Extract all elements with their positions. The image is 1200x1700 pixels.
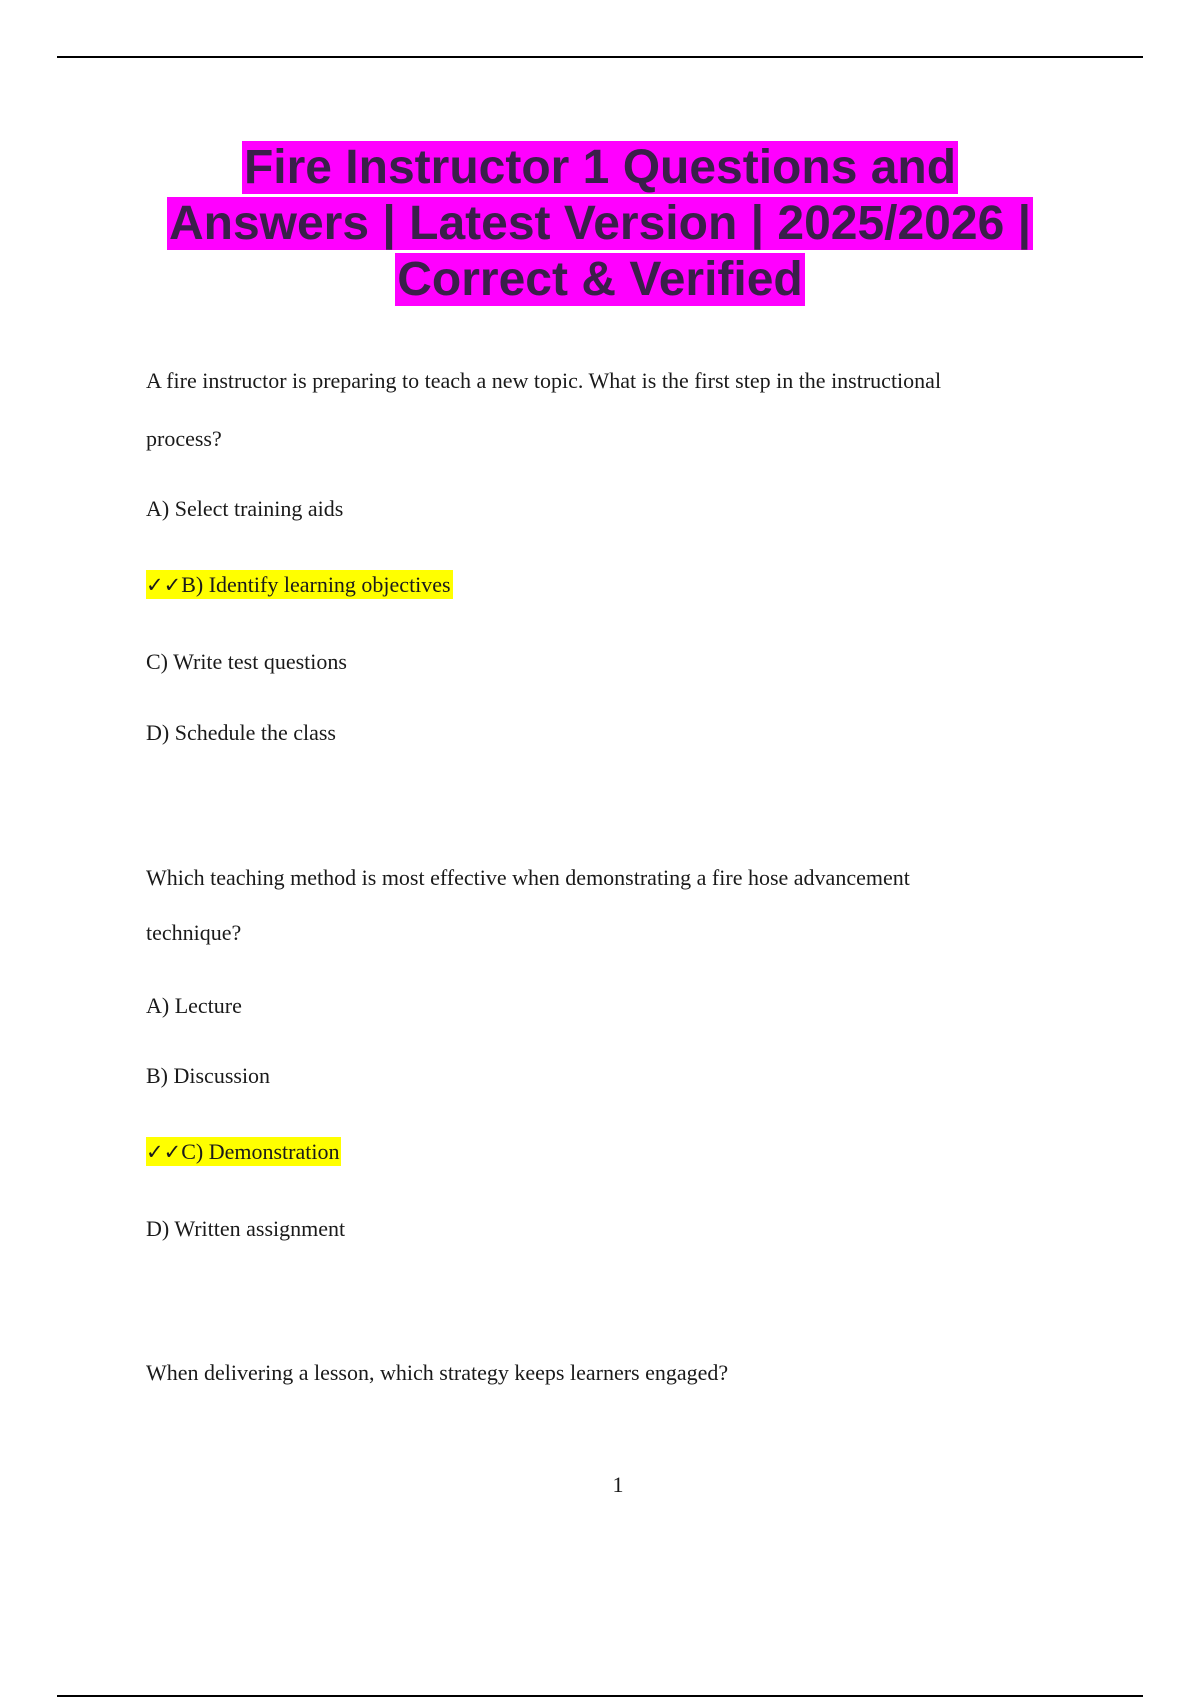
question-1-option-b-correct — [146, 571, 453, 599]
question-2-option-d: D) Written assignment — [146, 1216, 346, 1241]
question-2-option-a: A) Lecture — [146, 993, 242, 1018]
double-check-icon: ✓✓ — [146, 1140, 182, 1164]
question-1-option-a: A) Select training aids — [146, 496, 344, 521]
page-number: 1 — [612, 1472, 624, 1497]
bottom-divider — [57, 1695, 1143, 1697]
correct-answer-highlight — [146, 570, 453, 599]
question-1-option-b-text: B) Identify learning objectives — [181, 572, 451, 597]
question-1-stem-line-2: process? — [146, 426, 222, 451]
title-line-1: Fire Instructor 1 Questions and — [243, 141, 957, 194]
question-2-option-b: B) Discussion — [146, 1063, 271, 1088]
top-divider — [57, 56, 1143, 58]
question-2-option-c-correct — [146, 1138, 341, 1166]
title-line-2: Answers | Latest Version | 2025/2026 | — [168, 197, 1032, 250]
correct-answer-highlight — [146, 1137, 341, 1166]
question-2-stem-line-2: technique? — [146, 920, 242, 945]
title-line-3: Correct & Verified — [397, 253, 803, 306]
question-2-option-c-text: C) Demonstration — [181, 1139, 340, 1164]
question-1-stem-line-1: A fire instructor is preparing to teach a new topic. What is the first step in the instructional — [146, 368, 942, 393]
double-check-icon: ✓✓ — [146, 573, 182, 597]
question-2-stem-line-1: Which teaching method is most effective when demonstrating a fire hose advancement — [146, 865, 910, 890]
question-1-option-d: D) Schedule the class — [146, 720, 336, 745]
question-1-option-c: C) Write test questions — [146, 649, 347, 674]
question-3-stem-line-1: When delivering a lesson, which strategy keeps learners engaged? — [146, 1360, 729, 1385]
document-title — [60, 140, 1140, 308]
